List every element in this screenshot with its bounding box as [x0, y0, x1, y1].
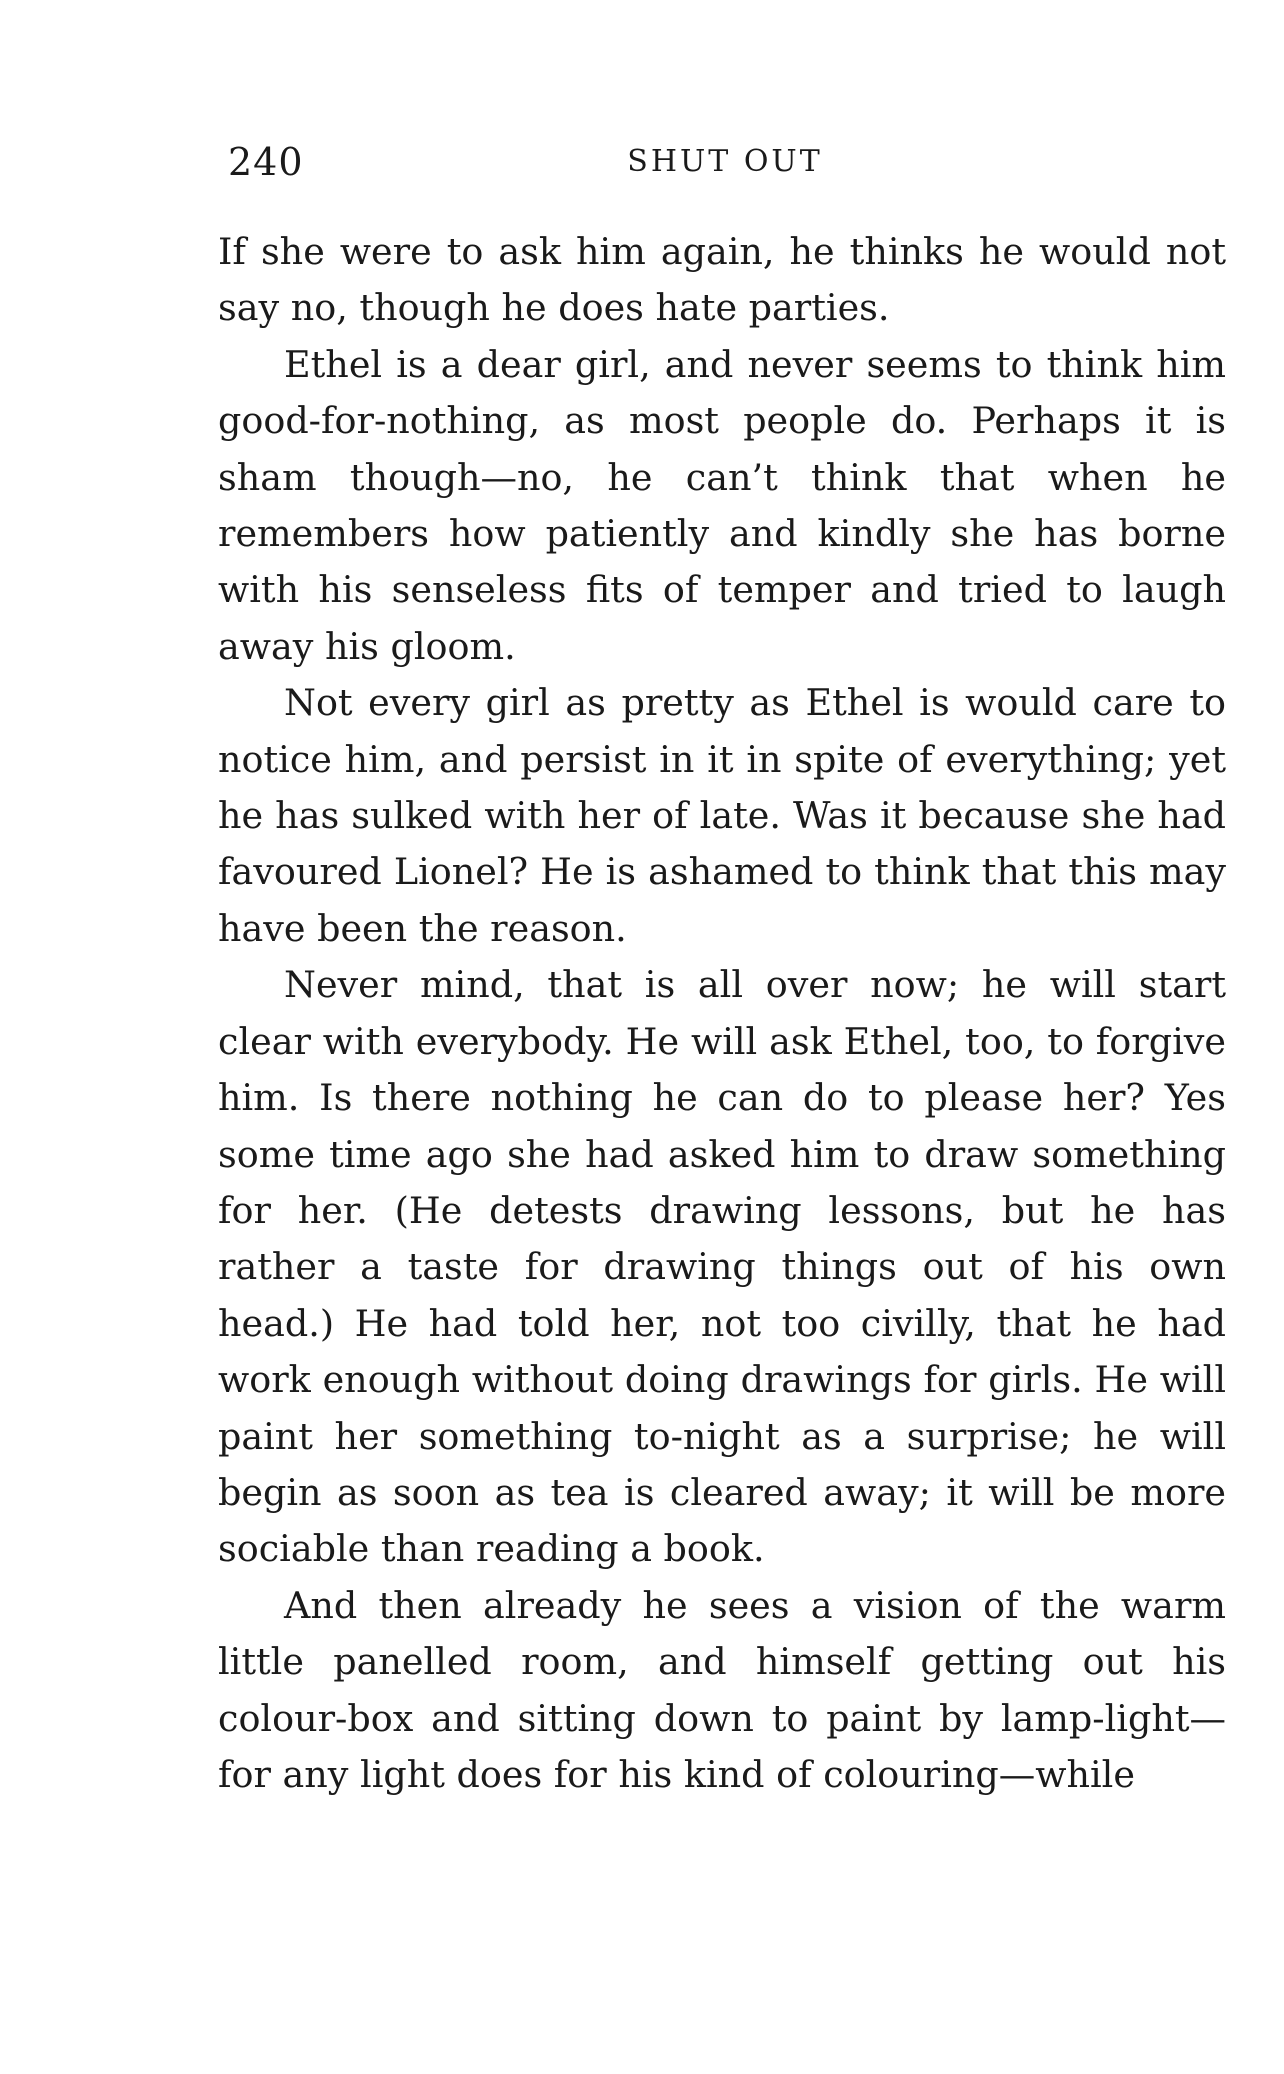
body-text	[218, 224, 1226, 1803]
paragraph: Never mind, that is all over now; he will start clear with everybody. He will ask Ethel, too, to forgive him. Is there nothing he can do to please her? Yes some time ago she had asked him to draw something for her. (He detests drawing lessons, but he has rather a taste for drawing things out of his own head.) He had told her, not too civilly, that he had work enough without doing drawings for girls. He will paint her something to-night as a surprise; he will begin as soon as tea is cleared away; it will be more sociable than reading a book.	[218, 963, 1226, 1571]
page-header	[220, 140, 1230, 190]
running-head: SHUT OUT	[627, 144, 823, 179]
paragraph: If she were to ask him again, he thinks he would not say no, though he does hate parties.	[218, 230, 1226, 330]
paragraph: Ethel is a dear girl, and never seems to think him good-for-nothing, as most people do. Perhaps it is sham though—no, he can’t think that when he remembers how patiently and kindly she has borne with his senseless fits of temper and tried to laugh away his gloom.	[218, 342, 1226, 668]
paragraph: Not every girl as pretty as Ethel is would care to notice him, and persist in it in spite of everything; yet he has sulked with her of late. Was it because she had favoured Lionel? He is ashamed to think that this may have been the reason.	[218, 681, 1226, 950]
page-number: 240	[228, 140, 304, 184]
paragraph: And then already he sees a vision of the warm little panelled room, and himself getting out his colour-box and sitting down to paint by lamp-light—for any light does for his kind of colouring—while	[218, 1583, 1226, 1796]
